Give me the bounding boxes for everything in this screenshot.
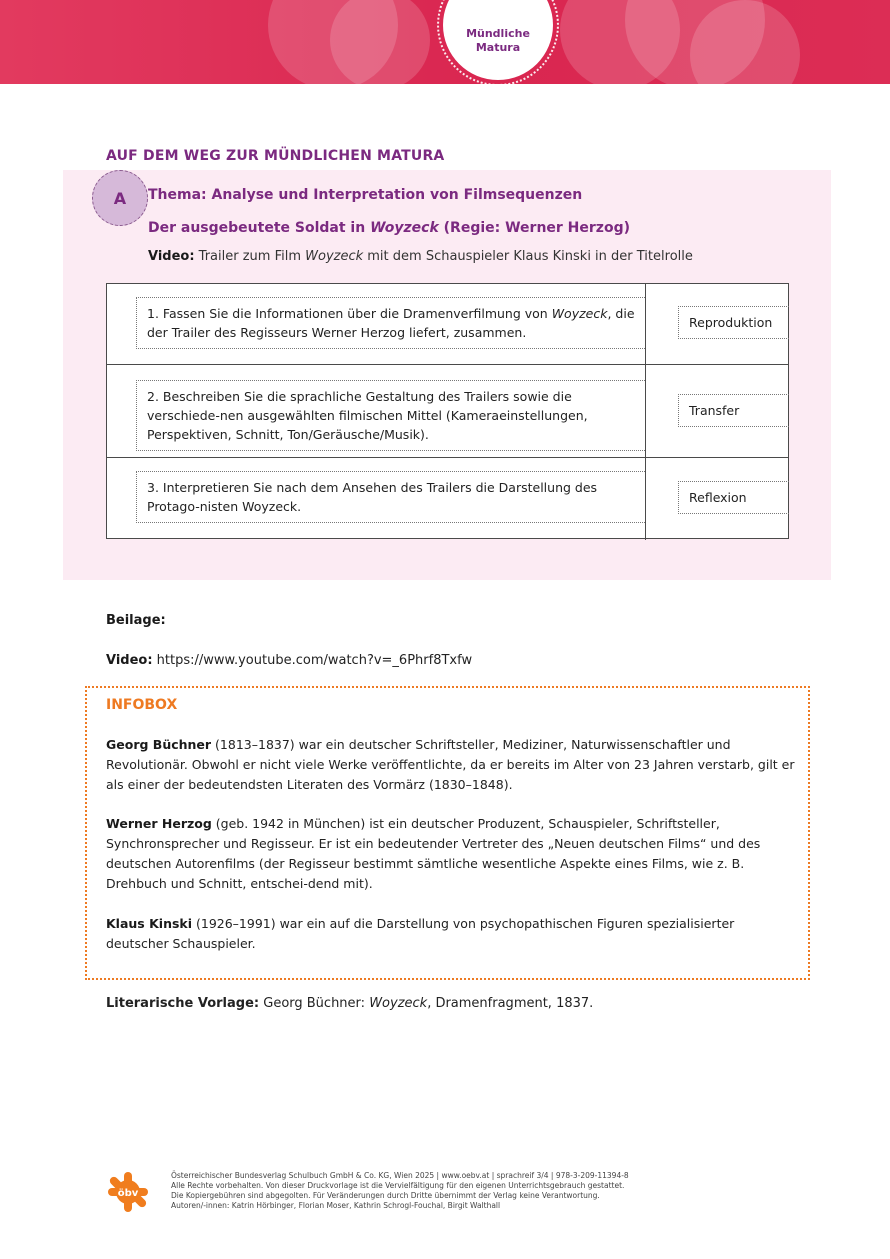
- video-label: Video:: [148, 249, 195, 264]
- task-text: 1. Fassen Sie die Informationen über die Dramenverfilmung von: [147, 306, 552, 321]
- task-video-line: [148, 249, 693, 264]
- video-text: Trailer zum Film: [194, 249, 306, 264]
- paragraph-text: (geb. 1942 in München) ist ein deutscher Produzent, Schauspieler, Schriftsteller, Synchronsprecher und Regisseur. Er ist ein bedeutender Vertreter des „Neuen deutschen Films“ und des deutschen Autorenfilms (der Regisseur bestimmt sämtliche wesentliche Aspekte eines Films, wie z. B. Drehbuch und Schnitt, entschei-dend mit).: [106, 816, 761, 891]
- task-item-3: 3. Interpretieren Sie nach dem Ansehen des Trailers die Darstellung des Protago-nisten Woyzeck.: [136, 471, 645, 523]
- infobox-paragraph-buechner: [106, 735, 796, 795]
- video-text: mit dem Schauspieler Klaus Kinski in der Titelrolle: [363, 249, 693, 264]
- footer-line: Österreichischer Bundesverlag Schulbuch GmbH & Co. KG, Wien 2025 | www.oebv.at | sprachreif 3/4 | 978-3-209-11394-8: [171, 1171, 629, 1180]
- task-text: , die der Trailer des Regisseurs Werner Herzog liefert, zusammen.: [147, 306, 635, 340]
- task-subtitle: [148, 220, 630, 236]
- subtitle-text: (Regie: Werner Herzog): [438, 220, 630, 236]
- footer-line: Alle Rechte vorbehalten. Von dieser Druckvorlage ist die Vervielfältigung für den eigenen Unterrichtsgebrauch gestattet.: [171, 1181, 625, 1190]
- person-name: Klaus Kinski: [106, 916, 193, 931]
- column-divider: [645, 284, 646, 540]
- task-item-1: [136, 297, 645, 349]
- row-divider: [107, 364, 788, 365]
- decorative-circle: [330, 0, 430, 84]
- level-label-2: Transfer: [678, 394, 789, 427]
- logo-text: öbv: [117, 1188, 139, 1199]
- level-label-1: Reproduktion: [678, 306, 789, 339]
- footer-line: Die Kopiergebühren sind abgegolten. Für Veränderungen durch Dritte übernimmt der Verlag keine Verantwortung.: [171, 1191, 600, 1200]
- infobox-title: INFOBOX: [106, 697, 178, 713]
- task-letter: A: [113, 188, 127, 208]
- video-link-url[interactable]: https://www.youtube.com/watch?v=_6Phrf8Txfw: [152, 653, 473, 668]
- source-label: Literarische Vorlage:: [106, 996, 260, 1011]
- badge-label: [443, 27, 553, 55]
- task-thema: Thema: Analyse und Interpretation von Filmsequenzen: [148, 187, 583, 203]
- footer-line: Autoren/-innen: Katrin Hörbinger, Florian Moser, Kathrin Schrogl-Fouchal, Birgit Walthall: [171, 1201, 501, 1210]
- oebv-logo-icon: [106, 1170, 150, 1214]
- source-text: Georg Büchner:: [259, 996, 370, 1011]
- badge-line: Mündliche: [466, 27, 530, 40]
- level-label-3: Reflexion: [678, 481, 789, 514]
- footer-imprint: [171, 1171, 629, 1211]
- source-text: , Dramenfragment, 1837.: [427, 996, 594, 1011]
- video-link-line: [106, 653, 472, 668]
- row-divider: [107, 457, 788, 458]
- infobox-paragraph-kinski: [106, 914, 796, 954]
- task-item-2: 2. Beschreiben Sie die sprachliche Gestaltung des Trailers sowie die verschiede-nen ausgewählten filmischen Mittel (Kameraeinstellungen, Perspektiven, Schnitt, Ton/Geräusche/Musik).: [136, 380, 645, 451]
- beilage-label: Beilage:: [106, 613, 166, 628]
- video-emphasis: Woyzeck: [305, 249, 364, 264]
- task-letter-badge: [92, 170, 148, 226]
- task-emphasis: Woyzeck: [551, 306, 608, 321]
- section-title: AUF DEM WEG ZUR MÜNDLICHEN MATURA: [106, 148, 445, 164]
- subtitle-text: Der ausgebeutete Soldat in: [148, 220, 371, 236]
- paragraph-text: (1926–1991) war ein auf die Darstellung von psychopathischen Figuren spezialisierter deutscher Schauspieler.: [106, 916, 735, 951]
- paragraph-text: (1813–1837) war ein deutscher Schriftsteller, Mediziner, Naturwissenschaftler und Revolutionär. Obwohl er nicht viele Werke veröffentlichte, da er bereits im Alter von 23 Jahren verstarb, gilt er als einer der bedeutendsten Literaten des Vormärz (1830–1848).: [106, 737, 795, 792]
- source-emphasis: Woyzeck: [369, 996, 428, 1011]
- infobox-paragraph-herzog: [106, 814, 796, 894]
- literary-source: [106, 996, 593, 1011]
- person-name: Werner Herzog: [106, 816, 212, 831]
- task-table: [106, 283, 789, 539]
- badge-line: Matura: [475, 41, 521, 54]
- video-link-label: Video:: [106, 653, 153, 668]
- subtitle-emphasis: Woyzeck: [370, 220, 439, 236]
- person-name: Georg Büchner: [106, 737, 212, 752]
